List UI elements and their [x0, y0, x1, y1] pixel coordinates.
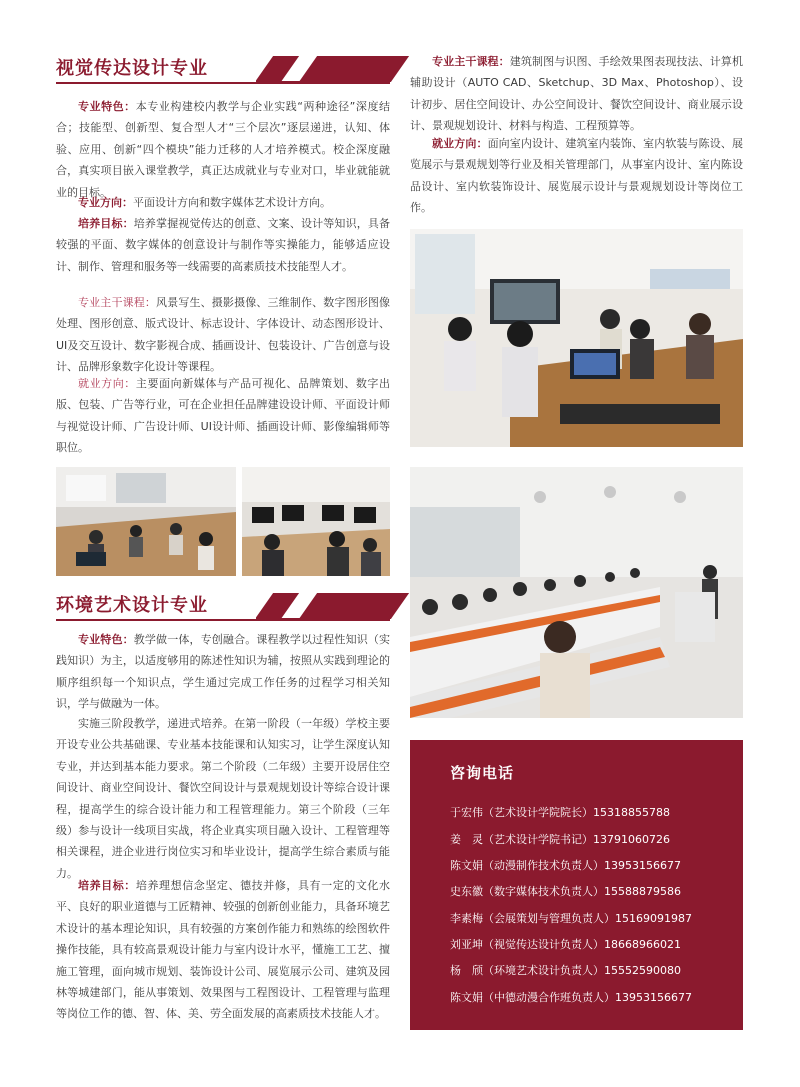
direction-text: 平面设计方向和数字媒体艺术设计方向。 — [133, 196, 331, 209]
studio-class-photo — [410, 229, 743, 447]
goal-text: 培养掌握视觉传达的创意、文案、设计等知识，具备较强的平面、数字媒体的创意设计与制作等实操能力，能够适应设计、制作、管理和服务等一线需要的高素质技术技能型人才。 — [56, 217, 391, 273]
features-text: 本专业构建校内教学与企业实践“两种途径”深度结合；技能型、创新型、复合型人才“三个层次”逐层递进，认知、体验、应用、创新“四个模块”能力迁移的人才培养模式。校企深度融合，真实项目嵌入课堂教学，真正达成就业与专业对口，毕业就能就业的目标。 — [56, 100, 390, 199]
env-courses — [410, 51, 743, 137]
contact-row: 姜 灵（艺术设计学院书记）13791060726 — [450, 833, 670, 846]
visual-goal — [56, 213, 390, 277]
direction-label: 专业方向： — [78, 196, 133, 209]
header-stripe — [299, 593, 409, 619]
contact-row: 李素梅（会展策划与管理负责人）15169091987 — [450, 912, 692, 925]
visual-jobs — [56, 373, 390, 459]
contact-row: 史东徽（数字媒体技术负责人）15588879586 — [450, 885, 681, 898]
env-features — [56, 629, 390, 715]
visual-courses — [56, 292, 390, 378]
jobs-label: 就业方向： — [432, 137, 488, 150]
env-goal — [56, 875, 390, 1025]
courses-label: 专业主干课程： — [432, 55, 510, 68]
jobs-label: 就业方向： — [78, 377, 136, 390]
features-text: 教学做一体，专创融合。课程教学以过程性知识（实践知识）为主，以适度够用的陈述性知识为辅，按照从实践到理论的顺序组织每一个知识点，学生通过完成工作任务的过程学习相关知识，学与做融为一体。 — [56, 633, 391, 711]
jobs-text: 主要面向新媒体与产品可视化、品牌策划、数字出版、包装、广告等行业，可在企业担任品牌建设设计师、平面设计师与视觉设计师、广告设计师、UI设计师、插画设计师、影像编辑师等职位。 — [56, 377, 391, 455]
header-stripe — [299, 56, 409, 82]
section-header-env — [56, 593, 390, 619]
contact-row: 刘亚坤（视觉传达设计负责人）18668966021 — [450, 938, 681, 951]
visual-direction — [56, 192, 390, 213]
env-jobs — [410, 133, 743, 219]
courses-label: 专业主干课程： — [78, 296, 157, 309]
features-label: 专业特色： — [78, 100, 136, 113]
visual-features — [56, 96, 390, 203]
header-stripe — [255, 593, 299, 619]
header-stripe — [255, 56, 299, 82]
jobs-text: 面向室内设计、建筑室内装饰、室内软装与陈设、展览展示与景观规划等行业及相关管理部门，从事室内设计、室内陈设品设计、室内软装饰设计、展览展示设计与景观规划设计等岗位工作。 — [410, 137, 744, 215]
section-title: 视觉传达设计专业 — [56, 58, 208, 79]
goal-label: 培养目标： — [78, 879, 136, 892]
courses-text: 风景写生、摄影摄像、三维制作、数字图形图像处理、图形创意、版式设计、标志设计、字体设计、动态图形设计、UI及交互设计、数字影视合成、插画设计、包装设计、广告创意与设计、品牌形象数字化设计等课程。 — [56, 296, 391, 374]
lecture-hall-photo — [410, 467, 743, 718]
stages-text: 实施三阶段教学，递进式培养。在第一阶段（一年级）学校主要开设专业公共基础课、专业基本技能课和认知实习，让学生深度认知专业，并达到基本能力要求。第二个阶段（二年级）主要开设居住空间设计、商业空间设计、餐饮空间设计与景观规划设计等综合设计课程，提高学生的综合设计能力和工程管理能力。第三个阶段（三年级）参与设计一线项目实战，将企业真实项目融入设计、工程管理等相关课程，进企业进行岗位实习和毕业设计，提高学生综合素质与能力。 — [56, 717, 390, 880]
goal-label: 培养目标： — [78, 217, 134, 230]
contact-row: 陈文娟（中德动漫合作班负责人）13953156677 — [450, 991, 692, 1004]
contact-row: 杨 颀（环境艺术设计负责人）15552590080 — [450, 964, 681, 977]
env-stages — [56, 713, 390, 884]
contact-title: 咨询电话 — [450, 764, 515, 782]
goal-text: 培养理想信念坚定、德技并修，具有一定的文化水平、良好的职业道德与工匠精神、较强的创新创业能力，具备环境艺术设计的基本理论知识，具有较强的方案创作能力和熟练的绘图软件操作技能，具有较高景观设计能力与室内设计水平，懂施工工艺、擅施工管理，面向城市规划、装饰设计公司、展览展示公司、建筑及园林等城建部门，能从事策划、效果图与工程图设计、工程管理与监理等岗位工作的德、智、体、美、劳全面发展的高素质技术技能人才。 — [56, 879, 391, 1021]
contact-row: 于宏伟（艺术设计学院院长）15318855788 — [450, 806, 670, 819]
section-header-visual — [56, 56, 390, 82]
courses-text: 建筑制图与识图、手绘效果图表现技法、计算机辅助设计（AUTO CAD、Sketchup、3D Max、Photoshop）、设计初步、居住空间设计、办公空间设计、餐饮空间设计、商业展示设计、景观规划设计、材料与构造、工程预算等。 — [410, 55, 744, 133]
classroom-photo — [56, 467, 236, 576]
contact-box — [410, 740, 743, 1030]
section-title: 环境艺术设计专业 — [56, 595, 208, 616]
contact-row: 陈文娟（动漫制作技术负责人）13953156677 — [450, 859, 681, 872]
features-label: 专业特色： — [78, 633, 134, 646]
computer-lab-photo — [242, 467, 390, 576]
